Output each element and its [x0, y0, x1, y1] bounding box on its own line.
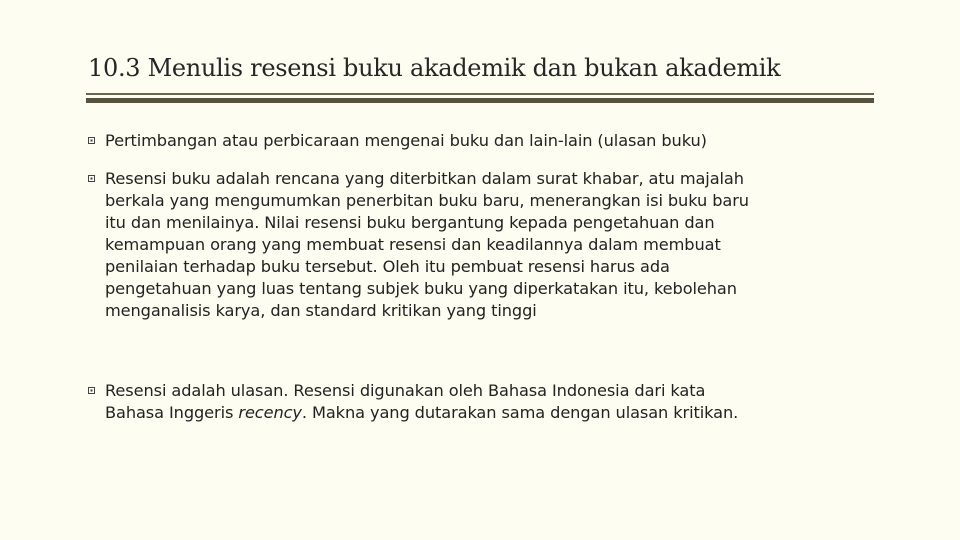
bullet-text-line: Resensi buku adalah rencana yang diterbitkan dalam surat khabar, atu majalah — [105, 169, 744, 188]
square-bullet-icon — [88, 387, 95, 394]
title-underline-thick — [86, 98, 874, 103]
bullet-text-line: Resensi adalah ulasan. Resensi digunakan oleh Bahasa Indonesia dari kata — [105, 381, 706, 400]
text-segment: Bahasa Inggeris — [105, 403, 239, 422]
title-underline-thin — [86, 93, 874, 95]
bullet-item — [88, 380, 878, 424]
bullet-text-line: penilaian terhadap buku tersebut. Oleh itu pembuat resensi harus ada — [105, 257, 670, 276]
square-bullet-icon — [88, 137, 95, 144]
italic-term: recency — [238, 403, 302, 422]
bullet-text-line: menganalisis karya, dan standard kritikan yang tinggi — [105, 301, 537, 320]
bullet-text-line: Pertimbangan atau perbicaraan mengenai buku dan lain-lain (ulasan buku) — [105, 131, 707, 150]
bullet-text-line: kemampuan orang yang membuat resensi dan keadilannya dalam membuat — [105, 235, 721, 254]
bullet-text-line: berkala yang mengumumkan penerbitan buku baru, menerangkan isi buku baru — [105, 191, 749, 210]
page-title: 10.3 Menulis resensi buku akademik dan bukan akademik — [88, 54, 781, 82]
bullet-item — [88, 168, 878, 322]
bullet-text-line: pengetahuan yang luas tentang subjek buku yang diperkatakan itu, kebolehan — [105, 279, 737, 298]
text-segment: . Makna yang dutarakan sama dengan ulasan kritikan. — [301, 403, 739, 422]
bullet-list — [88, 130, 878, 424]
bullet-item — [88, 130, 878, 152]
bullet-text-line — [105, 402, 878, 424]
bullet-text-line: itu dan menilainya. Nilai resensi buku bergantung kepada pengetahuan dan — [105, 213, 715, 232]
square-bullet-icon — [88, 175, 95, 182]
